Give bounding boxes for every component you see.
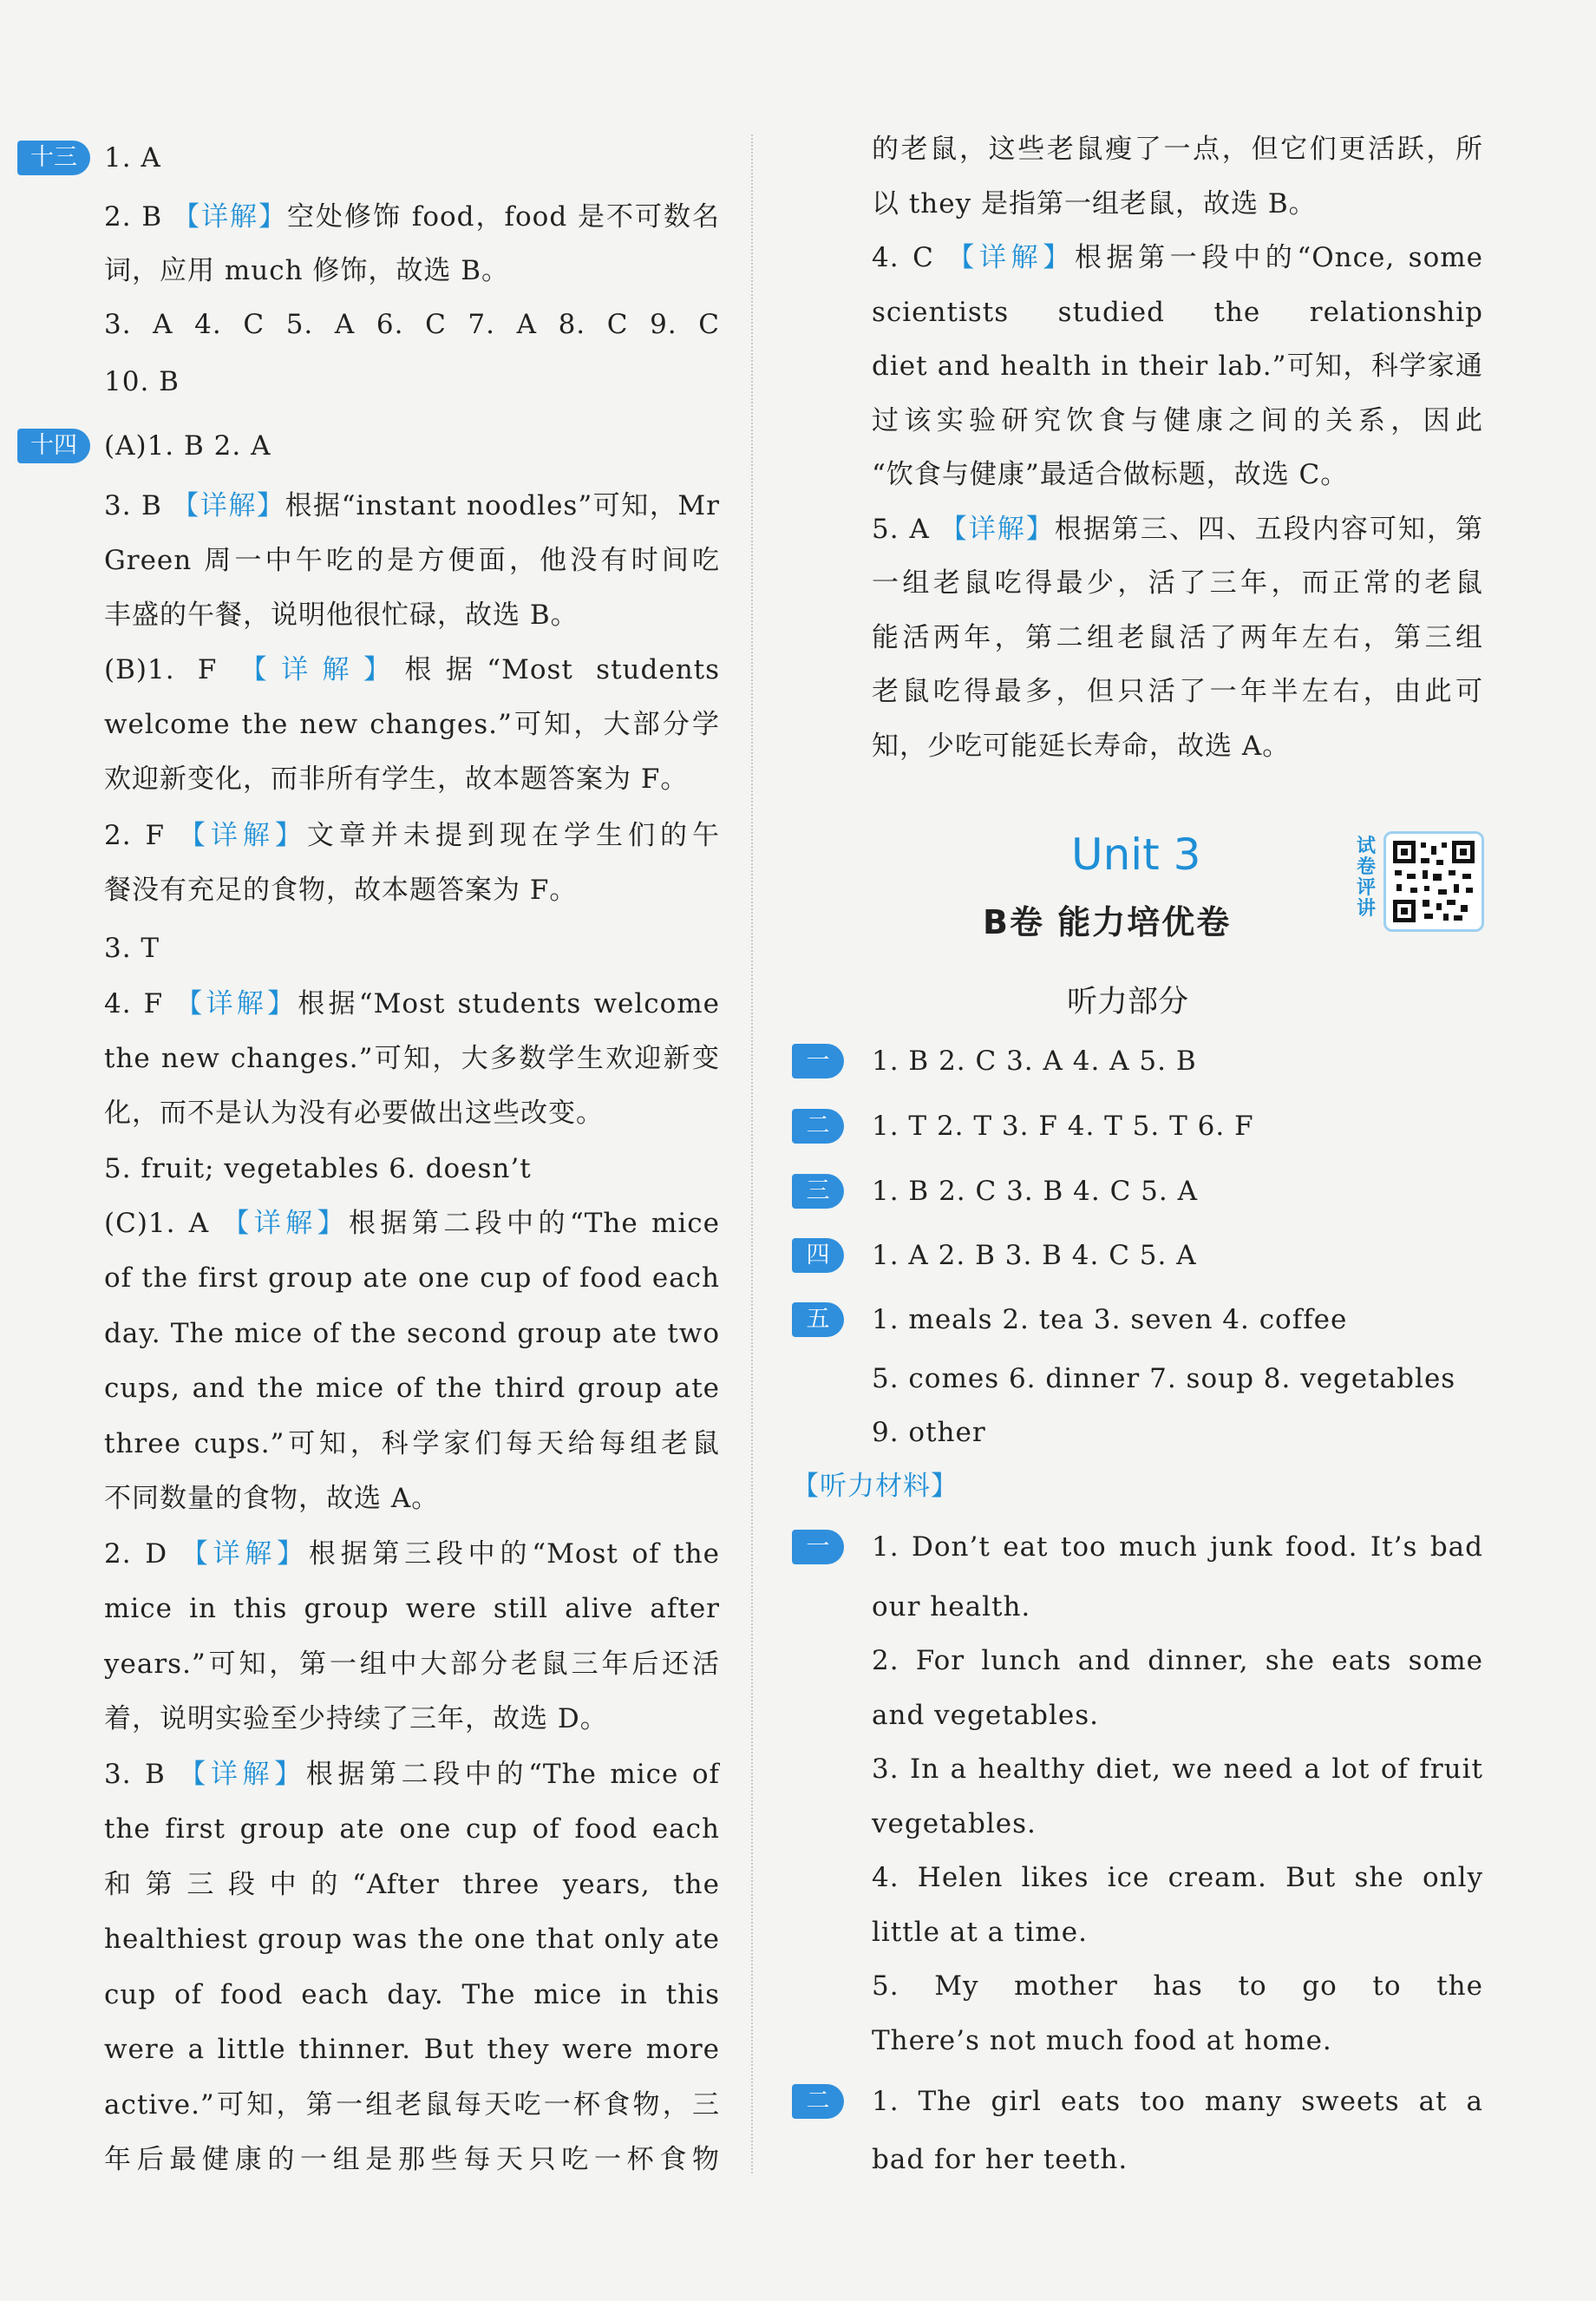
answer-line: of the first group ate one cup of food each xyxy=(104,1262,720,1294)
answer-line: (A)1. B 2. A xyxy=(104,430,271,462)
section-badge-14: 十四 xyxy=(17,429,90,463)
section-badge-3: 三 xyxy=(792,1174,844,1209)
answer-line: 4. C 【详解】根据第一段中的“Once, some xyxy=(872,242,1483,273)
answer-line: mice in this group were still alive after xyxy=(104,1593,720,1624)
explanation-tag: 【详解】 xyxy=(179,1759,306,1790)
answer-line: cups, and the mice of the third group ate xyxy=(104,1373,720,1404)
qr-label: 试卷评讲 xyxy=(1356,836,1376,920)
explanation-tag: 【详解】 xyxy=(173,201,288,233)
listening-material-label: 【听力材料】 xyxy=(792,1471,958,1502)
answer-line: 2. D 【详解】根据第三段中的“Most of the xyxy=(104,1538,720,1570)
material-line: 5. My mother has to go to the xyxy=(872,1970,1483,2002)
answer-line: the new changes.”可知，大多数学生欢迎新变 xyxy=(104,1043,720,1074)
answer-line: active.”可知，第一组老鼠每天吃一杯食物，三 xyxy=(104,2089,720,2121)
answer-line: years.”可知，第一组中大部分老鼠三年后还活 xyxy=(104,1649,720,1680)
material-line: our health. xyxy=(872,1591,1031,1622)
section-title: 听力部分 xyxy=(1067,985,1189,1019)
answer-row: 9. other xyxy=(872,1417,986,1448)
answer-line: were a little thinner. But they were more xyxy=(104,2034,720,2065)
answer-line: scientists studied the relationship xyxy=(872,297,1483,328)
answer-line: welcome the new changes.”可知，大部分学 xyxy=(104,709,720,740)
section-badge-4: 四 xyxy=(792,1238,844,1273)
answer-line: 3. A 4. C 5. A 6. C 7. A 8. C 9. C xyxy=(104,309,720,340)
answer-line: day. The mice of the second group ate two xyxy=(104,1318,720,1349)
section-badge-2: 二 xyxy=(792,1109,844,1144)
answer-line: 5. A 【详解】根据第三、四、五段内容可知，第 xyxy=(872,514,1483,545)
answer-line: 2. B 【详解】空处修饰 food，food 是不可数名 xyxy=(104,201,720,233)
explanation-tag: 【详解】 xyxy=(178,820,307,851)
answer-line: 2. F 【详解】文章并未提到现在学生们的午 xyxy=(104,820,720,851)
qr-code-icon[interactable] xyxy=(1383,831,1484,932)
material-line: vegetables. xyxy=(872,1808,1037,1839)
explanation-tag: 【详解】 xyxy=(939,514,1055,545)
answer-row: 1. B 2. C 3. A 4. A 5. B xyxy=(872,1046,1197,1077)
explanation-tag: 【详解】 xyxy=(180,1538,309,1570)
material-line: 1. The girl eats too many sweets at a xyxy=(872,2086,1483,2117)
answer-row: 1. meals 2. tea 3. seven 4. coffee xyxy=(872,1304,1348,1335)
answer-line: 1. A xyxy=(104,142,161,174)
answer-line: healthiest group was the one that only ate xyxy=(104,1924,720,1955)
section-badge-5: 五 xyxy=(792,1302,844,1337)
answer-line: (B)1. F 【详解】根据“Most students xyxy=(104,654,720,685)
answer-line: 4. F 【详解】根据“Most students welcome xyxy=(104,988,720,1019)
explanation-tag: 【详解】 xyxy=(172,490,285,521)
explanation-tag: 【详解】 xyxy=(947,242,1075,273)
answer-row: 1. B 2. C 3. B 4. C 5. A xyxy=(872,1176,1198,1207)
answer-line: 不同数量的食物，故选 A。 xyxy=(104,1483,440,1514)
answer-line: 5. fruit; vegetables 6. doesn’t xyxy=(104,1153,532,1184)
material-line: 1. Don’t eat too much junk food. It’s bad xyxy=(872,1531,1483,1563)
material-line: 4. Helen likes ice cream. But she only xyxy=(872,1862,1483,1893)
answer-line: 词，应用 much 修饰，故选 B。 xyxy=(104,255,510,286)
section-badge-2b: 二 xyxy=(792,2084,844,2119)
unit-subtitle: B卷 能力培优卷 xyxy=(983,903,1232,941)
explanation-tag: 【详解】 xyxy=(175,988,298,1019)
answer-line: 10. B xyxy=(104,366,180,397)
explanation-tag: 【详解】 xyxy=(239,654,405,685)
answer-line: 3. T xyxy=(104,933,160,964)
answer-line: 3. B 【详解】根据“instant noodles”可知，Mr xyxy=(104,490,720,521)
answer-line: 老鼠吃得最多，但只活了一年半左右，由此可 xyxy=(872,676,1483,707)
material-line: 2. For lunch and dinner, she eats some xyxy=(872,1645,1483,1676)
answer-line: 着，说明实验至少持续了三年，故选 D。 xyxy=(104,1703,608,1734)
answer-line: “饮食与健康”最适合做标题，故选 C。 xyxy=(872,459,1349,490)
answer-line: 年后最健康的一组是那些每天只吃一杯食物 xyxy=(104,2144,720,2175)
material-line: There’s not much food at home. xyxy=(872,2025,1332,2056)
answer-line: 欢迎新变化，而非所有学生，故本题答案为 F。 xyxy=(104,764,689,795)
section-badge-1: 一 xyxy=(792,1044,844,1078)
material-line: bad for her teeth. xyxy=(872,2144,1128,2175)
unit-title: Unit 3 xyxy=(1071,829,1201,880)
answer-line: cup of food each day. The mice in this xyxy=(104,1979,720,2010)
answer-line: 一组老鼠吃得最少，活了三年，而正常的老鼠 xyxy=(872,567,1483,599)
answer-line: 和第三段中的“After three years, the xyxy=(104,1869,720,1900)
answer-line: 以 they 是指第一组老鼠，故选 B。 xyxy=(872,188,1317,220)
answer-line: 餐没有充足的食物，故本题答案为 F。 xyxy=(104,875,578,906)
answer-line: three cups.”可知，科学家们每天给每组老鼠 xyxy=(104,1428,720,1459)
answer-line: Green 周一中午吃的是方便面，他没有时间吃 xyxy=(104,545,720,576)
answer-line: 知，少吃可能延长寿命，故选 A。 xyxy=(872,731,1291,762)
answer-line: 过该实验研究饮食与健康之间的关系，因此 xyxy=(872,405,1483,436)
material-line: and vegetables. xyxy=(872,1700,1100,1731)
explanation-tag: 【详解】 xyxy=(222,1208,350,1239)
answer-line: 的老鼠，这些老鼠瘦了一点，但它们更活跃，所 xyxy=(872,134,1483,165)
answer-line: diet and health in their lab.”可知，科学家通 xyxy=(872,351,1483,382)
section-badge-1b: 一 xyxy=(792,1530,844,1564)
answer-row: 1. T 2. T 3. F 4. T 5. T 6. F xyxy=(872,1111,1254,1142)
material-line: little at a time. xyxy=(872,1917,1088,1948)
answer-row: 5. comes 6. dinner 7. soup 8. vegetables xyxy=(872,1363,1456,1394)
answer-line: (C)1. A 【详解】根据第二段中的“The mice xyxy=(104,1208,720,1239)
answer-row: 1. A 2. B 3. B 4. C 5. A xyxy=(872,1240,1197,1271)
material-line: 3. In a healthy diet, we need a lot of fruit xyxy=(872,1754,1483,1785)
answer-line: 化，而不是认为没有必要做出这些改变。 xyxy=(104,1098,604,1129)
answer-line: 3. B 【详解】根据第二段中的“The mice of xyxy=(104,1759,720,1790)
answer-line: the first group ate one cup of food each xyxy=(104,1813,720,1845)
answer-line: 能活两年，第二组老鼠活了两年左右，第三组 xyxy=(872,622,1483,653)
answer-line: 丰盛的午餐，说明他很忙碌，故选 B。 xyxy=(104,600,579,631)
section-badge-13: 十三 xyxy=(17,141,90,175)
column-divider xyxy=(751,134,753,2173)
